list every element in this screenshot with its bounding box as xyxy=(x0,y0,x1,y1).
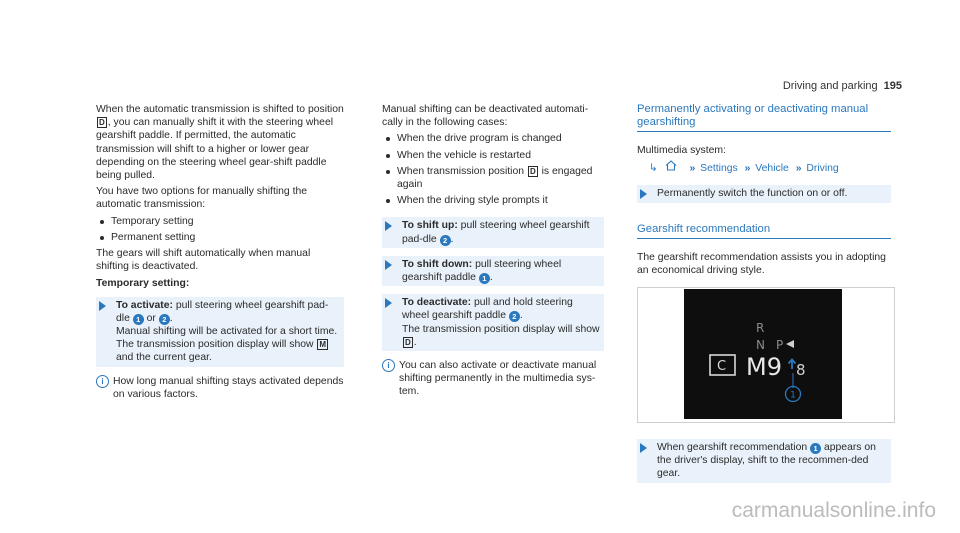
step-arrow-icon xyxy=(385,298,392,308)
position-d-symbol: D xyxy=(405,337,411,347)
step-arrow-icon xyxy=(385,260,392,270)
chevron-right-icon: » xyxy=(689,163,696,175)
column-2 xyxy=(382,103,604,407)
recommendation-step: When gearshift recommendation 1 appears on the driver's display, shift to the recommen-ded gear. xyxy=(637,439,891,483)
callout-1-icon: 1 xyxy=(810,443,821,454)
current-gear-label: M9 xyxy=(746,353,782,382)
list-item: When the drive program is changed xyxy=(382,132,604,145)
list-item: When the driving style prompts it xyxy=(382,194,604,207)
path-settings: Settings xyxy=(700,163,738,175)
position-m-symbol: M xyxy=(319,340,327,350)
page-number: 195 xyxy=(883,80,902,92)
selector-pointer-icon xyxy=(786,340,794,348)
menu-path xyxy=(637,160,891,175)
callout-2-icon: 2 xyxy=(159,314,170,325)
list-item: Permanent setting xyxy=(96,231,344,244)
step-arrow-icon xyxy=(99,301,106,311)
recommendation-paragraph: The gearshift recommendation assists you in adopting an economical driving style. xyxy=(637,251,886,276)
deactivate-step: To deactivate: pull and hold steering wheel gearshift paddle 2 . The transmission position display will show D . xyxy=(382,294,604,351)
display-graphic xyxy=(684,289,842,419)
deactivation-paragraph: Manual shifting can be deactivated automati-cally in the following cases: xyxy=(382,104,589,129)
column-3 xyxy=(637,103,891,491)
auto-shift-paragraph: The gears will shift automatically when manual shifting is deactivated. xyxy=(96,248,311,273)
step-arrow-icon xyxy=(385,221,392,231)
column-1 xyxy=(96,103,344,409)
callout-2-icon: 2 xyxy=(440,235,451,246)
position-d-symbol: D xyxy=(99,118,105,128)
path-driving: Driving xyxy=(806,163,839,175)
recommended-gear-label: 8 xyxy=(796,361,806,380)
step-arrow-icon xyxy=(640,443,647,453)
info-icon: i xyxy=(382,359,395,372)
intro-paragraph: When the automatic transmission is shifted to position D , you can manually shift it with the steering wheel gearshift paddle. If permitted, the automatic transmission will shift to a higher or lower gear depending on the steering wheel gear-shift paddle being pulled. xyxy=(96,104,344,182)
path-vehicle: Vehicle xyxy=(755,163,789,175)
chevron-right-icon: » xyxy=(795,163,802,175)
activate-step: To activate: pull steering wheel gearshift pad-dle 1 or 2 . Manual shifting will be activated for a short time. The transmission position display will show M and the current gear. xyxy=(96,297,344,367)
gear-p-label: P xyxy=(776,338,784,353)
gear-n-label: N xyxy=(756,338,765,353)
shift-up-step: To shift up: pull steering wheel gearshift pad-dle 2 . xyxy=(382,217,604,247)
step-arrow-icon xyxy=(640,189,647,199)
callout-1-label: 1 xyxy=(790,390,796,401)
gear-r-label: R xyxy=(756,321,765,336)
section-title: Driving and parking xyxy=(782,80,878,92)
watermark: carmanualsonline.info xyxy=(731,499,936,522)
shift-down-step: To shift down: pull steering wheel gearshift paddle 1 . xyxy=(382,256,604,286)
callout-2-icon: 2 xyxy=(509,311,520,322)
options-paragraph: You have two options for manually shifting the automatic transmission: xyxy=(96,186,308,211)
callout-1-icon: 1 xyxy=(133,314,144,325)
list-item: When the vehicle is restarted xyxy=(382,149,604,162)
chevron-right-icon: » xyxy=(744,163,751,175)
program-c-label: C xyxy=(717,359,727,375)
options-list xyxy=(96,215,344,244)
info-note: i You can also activate or deactivate manual shifting permanently in the multimedia sys-tem. xyxy=(382,359,604,399)
temporary-setting-heading: Temporary setting: xyxy=(96,278,190,290)
gearshift-recommendation-heading: Gearshift recommendation xyxy=(637,223,891,239)
page-header xyxy=(783,80,902,93)
permanent-switch-step: Permanently switch the function on or off. xyxy=(637,185,891,202)
callout-1-icon: 1 xyxy=(479,273,490,284)
list-item: When transmission position D is engaged again xyxy=(382,165,604,191)
list-item: Temporary setting xyxy=(96,215,344,228)
upshift-arrow-icon xyxy=(789,360,796,370)
driver-display xyxy=(684,289,842,419)
enter-arrow-icon: ↳ xyxy=(649,163,658,175)
position-d-symbol: D xyxy=(529,166,536,176)
permanent-setting-heading: Permanently activating or deactivating manual gearshifting xyxy=(637,103,891,132)
info-icon: i xyxy=(96,375,109,388)
multimedia-label: Multimedia system: xyxy=(637,145,726,156)
info-note: i How long manual shifting stays activated depends on various factors. xyxy=(96,375,344,401)
home-icon xyxy=(665,160,677,175)
deactivation-cases-list xyxy=(382,132,604,207)
driver-display-figure xyxy=(637,287,895,423)
